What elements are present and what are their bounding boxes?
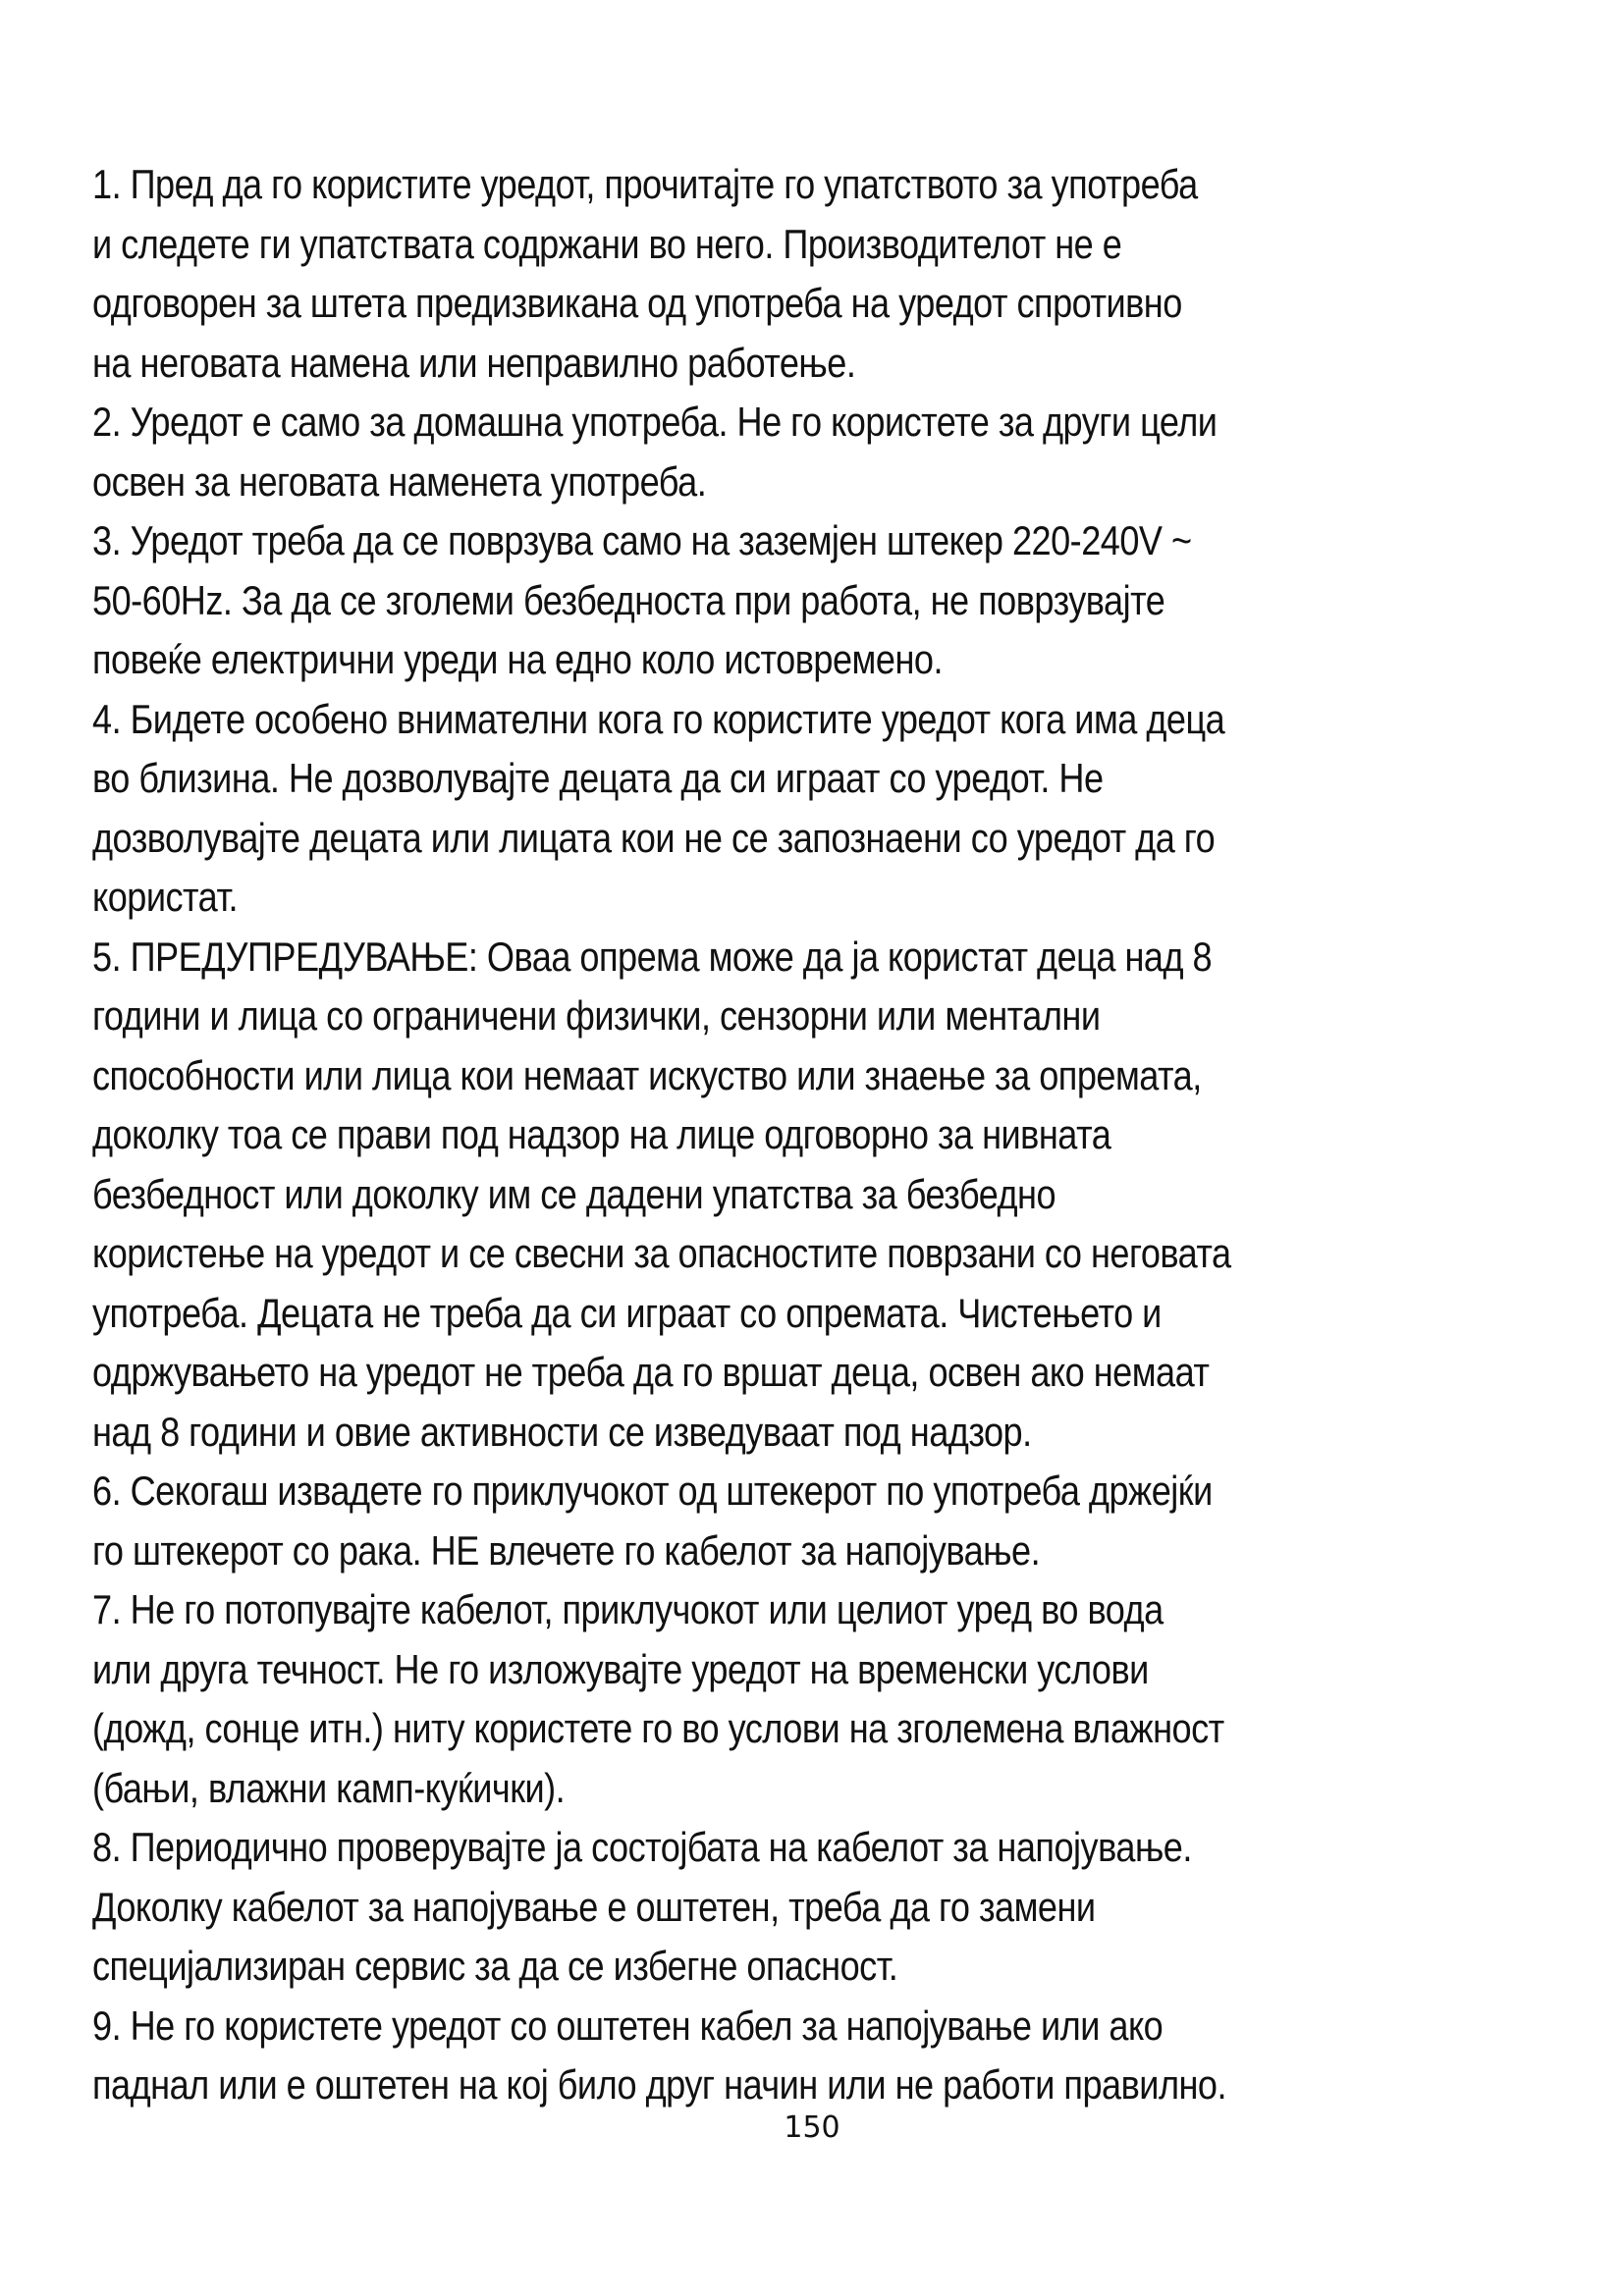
instruction-item-7: 7. Не го потопувајте кабелот, приклучокот или целиот уред во вода или друга течност. Не го изложувајте уредот на временски услови (дожд, сонце итн.) ниту користете го во услови на зголемена влажност (бањи, влажни камп-куќички). — [92, 1586, 1224, 1811]
instruction-item-3: 3. Уредот треба да се поврзува само на заземјен штекер 220-240V ~ 50-60Hz. За да се зголеми безбедноста при работа, не поврзувајте повеќе електрични уреди на едно коло истовремено. — [92, 517, 1192, 682]
instructions-list — [92, 155, 1333, 2115]
instruction-item-8: 8. Периодично проверувајте ја состојбата на кабелот за напојување. Доколку кабелот за напојување е оштетен, треба да го замени специјализиран сервис за да се избегне опасност. — [92, 1824, 1192, 1989]
instruction-item-4: 4. Бидете особено внимателни кога го користите уредот кога има деца во близина. Не дозволувајте децата да си играат со уредот. Не дозволувајте децата или лицата кои не се запознаени со уредот да го користат. — [92, 695, 1225, 920]
instruction-item-6: 6. Секогаш извадете го приклучокот од штекерот по употреба држејќи го штекерот со рака. НЕ влечете го кабелот за напојување. — [92, 1468, 1213, 1574]
instruction-item-1: 1. Пред да го користите уредот, прочитајте го упатството за употреба и следете ги упатствата содржани во него. Производителот не е одговорен за штета предизвикана од употреба на уредот спротивно на неговата намена или неправилно работење. — [92, 161, 1198, 386]
page-number: 150 — [784, 2110, 840, 2145]
instruction-item-9: 9. Не го користете уредот со оштетен кабел за напојување или ако паднал или е оштетен на кој било друг начин или не работи правилно. — [92, 2002, 1227, 2108]
instruction-item-5: 5. ПРЕДУПРЕДУВАЊЕ: Оваа опрема може да ја користат деца над 8 години и лица со ограничени физички, сензорни или ментални способности или лица кои немаат искуство или знаење за опремата, доколку тоа се прави под надзор на лице одговорно за нивната безбедност или доколку им се дадени упатства за безбедно користење на уредот и се свесни за опасностите поврзани со неговата употреба. Децата не треба да си играат со опремата. Чистењето и одржувањето на уредот не треба да го вршат деца, освен ако немаат над 8 години и овие активности се изведуваат под надзор. — [92, 933, 1231, 1455]
instruction-item-2: 2. Уредот е само за домашна употреба. Не го користете за други цели освен за неговата наменета употреба. — [92, 399, 1218, 505]
